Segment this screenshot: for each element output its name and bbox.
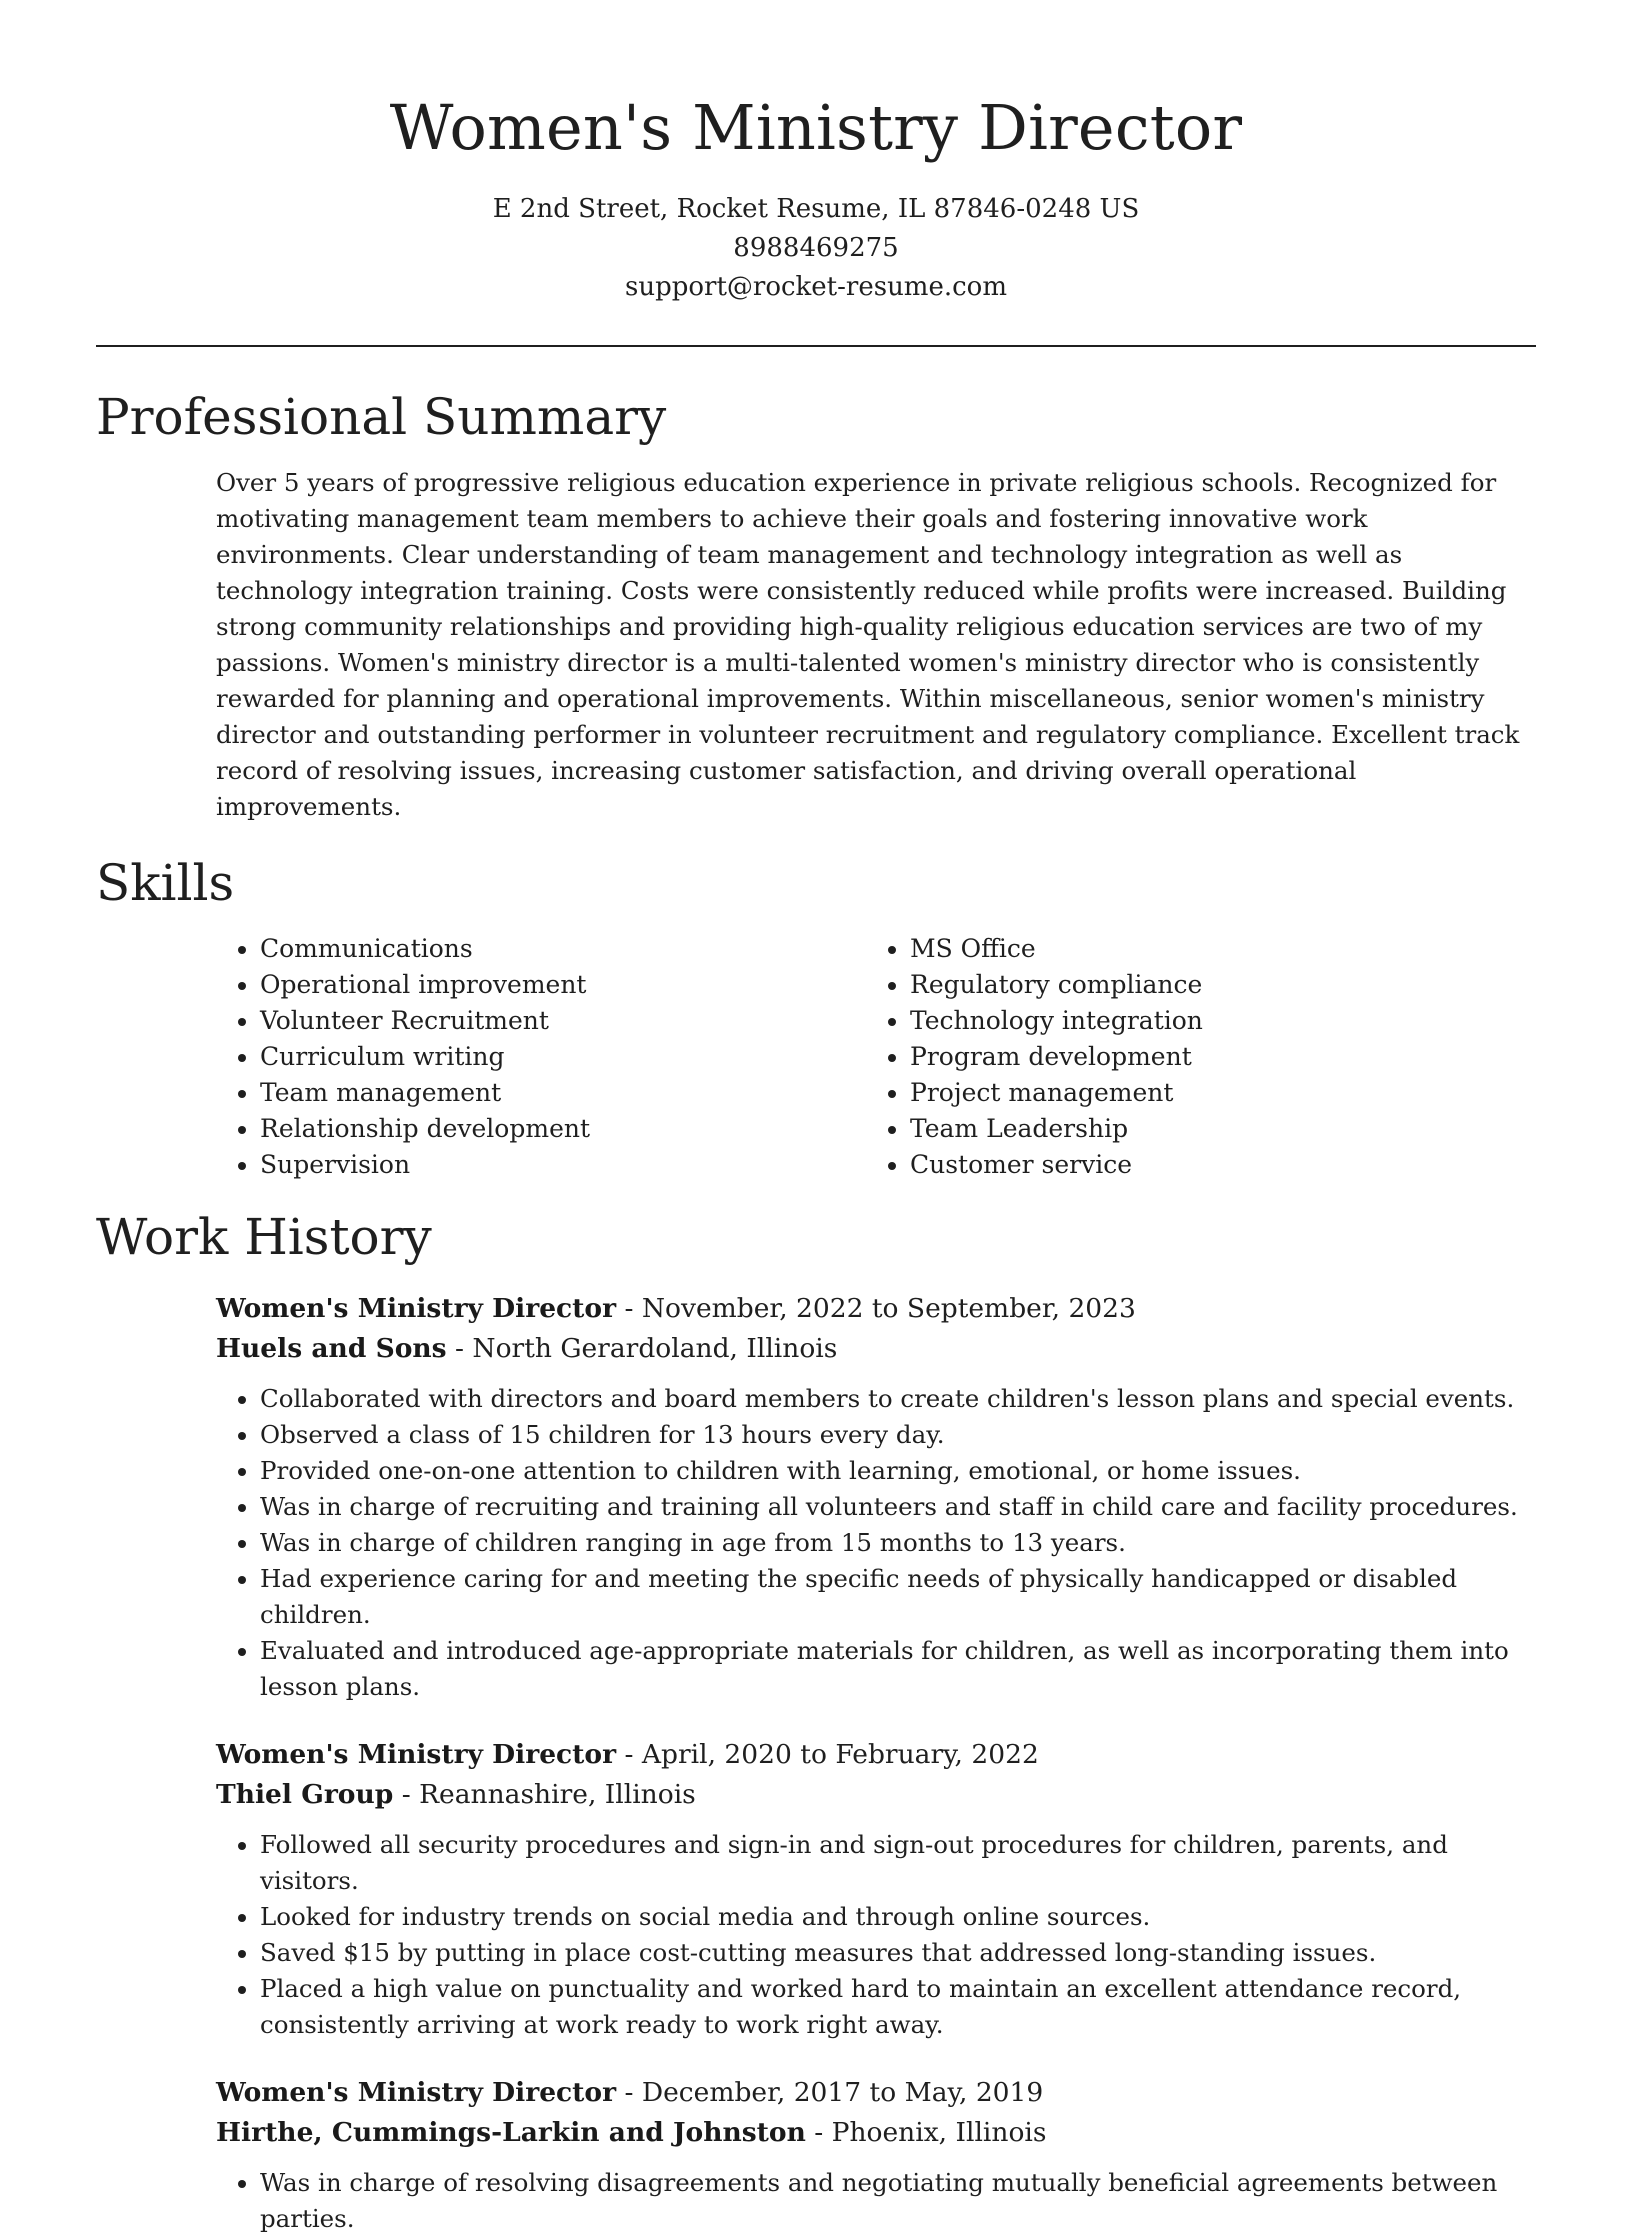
work-history-section — [96, 1289, 1536, 2237]
skill-item: • Supervision — [260, 1147, 866, 1183]
skill-item: • Regulatory compliance — [910, 967, 1516, 1003]
summary-heading: Professional Summary — [96, 388, 667, 446]
job-dates: - December, 2017 to May, 2019 — [616, 2077, 1044, 2108]
job-bullet: • Followed all security procedures and sign-in and sign-out procedures for children, parents, and visitors. — [260, 1827, 1536, 1899]
job-bullets — [216, 1827, 1536, 2043]
job-role: Women's Ministry Director — [216, 1739, 617, 1770]
job-header — [216, 2073, 1536, 2153]
skills-list-right — [866, 931, 1516, 1183]
job-dates: - April, 2020 to February, 2022 — [616, 1739, 1039, 1770]
job-header — [216, 1289, 1536, 1369]
job-company-line — [216, 2113, 1536, 2153]
job-title-line — [216, 1289, 1536, 1329]
job-location: - Phoenix, Illinois — [805, 2117, 1047, 2148]
job-bullet: • Had experience caring for and meeting the specific needs of physically handicapped or disabled children. — [260, 1561, 1536, 1633]
skills-section — [96, 931, 1536, 1183]
skill-item: • Team Leadership — [910, 1111, 1516, 1147]
header-divider — [96, 345, 1536, 347]
job-role: Women's Ministry Director — [216, 2077, 617, 2108]
job-bullet: • Was in charge of children ranging in age from 15 months to 13 years. — [260, 1525, 1536, 1561]
contact-block — [96, 190, 1536, 307]
job-header — [216, 1735, 1536, 1815]
skill-item: • Volunteer Recruitment — [260, 1003, 866, 1039]
job-bullet: • Collaborated with directors and board members to create children's lesson plans and special events. — [260, 1381, 1536, 1417]
candidate-name: Women's Ministry Director — [389, 91, 1243, 164]
skill-item: • Technology integration — [910, 1003, 1516, 1039]
skill-item: • Program development — [910, 1039, 1516, 1075]
skills-list-left — [216, 931, 866, 1183]
skills-columns — [216, 931, 1536, 1183]
skill-item: • Relationship development — [260, 1111, 866, 1147]
job-company: Hirthe, Cummings-Larkin and Johnston — [216, 2117, 806, 2148]
job-company-line — [216, 1329, 1536, 1369]
job-bullet: • Was in charge of recruiting and training all volunteers and staff in child care and facility procedures. — [260, 1489, 1536, 1525]
job-entry — [216, 1735, 1536, 2043]
skill-item: • Customer service — [910, 1147, 1516, 1183]
skill-item: • Project management — [910, 1075, 1516, 1111]
job-entry — [216, 2073, 1536, 2237]
contact-address: E 2nd Street, Rocket Resume, IL 87846-0248 US — [492, 194, 1140, 224]
job-role: Women's Ministry Director — [216, 1293, 617, 1324]
job-company-line — [216, 1775, 1536, 1815]
job-bullet: • Evaluated and introduced age-appropriate materials for children, as well as incorporating them into lesson plans. — [260, 1633, 1536, 1705]
skill-item: • Team management — [260, 1075, 866, 1111]
job-location: - North Gerardoland, Illinois — [446, 1333, 838, 1364]
skill-item: • Communications — [260, 931, 866, 967]
job-bullet: • Provided one-on-one attention to children with learning, emotional, or home issues. — [260, 1453, 1536, 1489]
job-entry — [216, 1289, 1536, 1705]
job-bullet: • Was in charge of resolving disagreements and negotiating mutually beneficial agreements between parties. — [260, 2165, 1536, 2237]
skills-heading: Skills — [96, 854, 235, 912]
job-company: Huels and Sons — [216, 1333, 447, 1364]
skill-item: • MS Office — [910, 931, 1516, 967]
job-bullets — [216, 2165, 1536, 2237]
job-bullet: • Saved $15 by putting in place cost-cutting measures that addressed long-standing issues. — [260, 1935, 1536, 1971]
skill-item: • Curriculum writing — [260, 1039, 866, 1075]
job-bullets — [216, 1381, 1536, 1705]
contact-phone: 8988469275 — [733, 233, 899, 263]
work-history-heading: Work History — [96, 1208, 432, 1266]
contact-email: support@rocket-resume.com — [624, 272, 1007, 302]
job-title-line — [216, 1735, 1536, 1775]
summary-text: Over 5 years of progressive religious education experience in private religious schools. Recognized for motivating management team members to achieve their goals and fostering innovative work environments. Clear understanding of team management and technology integration as well as technology integration training. Costs were consistently reduced while profits were increased. Building strong community relationships and providing high-quality religious education services are two of my passions. Women's ministry director is a multi-talented women's ministry director who is consistently rewarded for planning and operational improvements. Within miscellaneous, senior women's ministry director and outstanding performer in volunteer recruitment and regulatory compliance. Excellent track record of resolving issues, increasing customer satisfaction, and driving overall operational improvements. — [216, 468, 1520, 821]
job-dates: - November, 2022 to September, 2023 — [616, 1293, 1136, 1324]
job-bullet: • Placed a high value on punctuality and worked hard to maintain an excellent attendance record, consistently arriving at work ready to work right away. — [260, 1971, 1536, 2043]
skill-item: • Operational improvement — [260, 967, 866, 1003]
job-bullet: • Observed a class of 15 children for 13 hours every day. — [260, 1417, 1536, 1453]
job-company: Thiel Group — [216, 1779, 394, 1810]
job-title-line — [216, 2073, 1536, 2113]
job-location: - Reannashire, Illinois — [393, 1779, 696, 1810]
job-bullet: • Looked for industry trends on social media and through online sources. — [260, 1899, 1536, 1935]
summary-section — [96, 465, 1536, 825]
